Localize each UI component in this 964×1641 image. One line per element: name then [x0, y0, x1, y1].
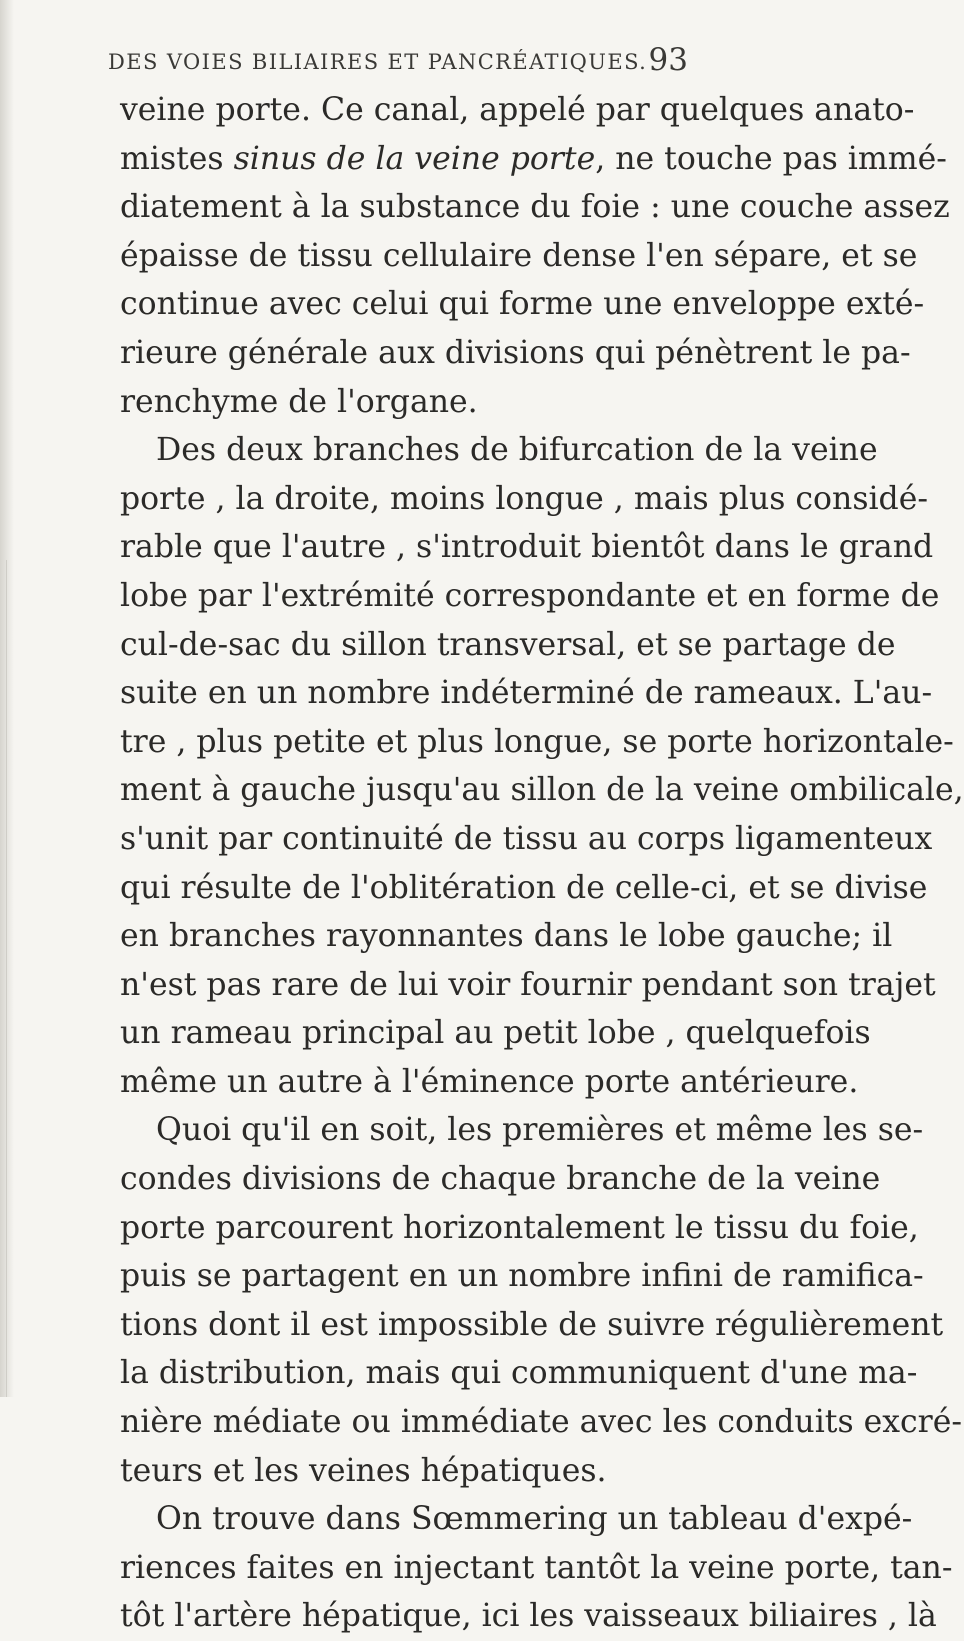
text-line: diatement à la substance du foie : une couche assez: [120, 189, 950, 226]
text-line: un rameau principal au petit lobe , quelquefois: [120, 1015, 871, 1052]
body-text: [120, 86, 964, 1641]
text-line: Quoi qu'il en soit, les premières et même les se-: [156, 1112, 924, 1149]
text-line: lobe par l'extrémité correspondante et en forme de: [120, 577, 940, 614]
text-line: continue avec celui qui forme une enveloppe exté-: [120, 286, 925, 323]
text-line: porte , la droite, moins longue , mais plus considé-: [120, 480, 929, 517]
text-line: qui résulte de l'oblitération de celle-ci, et se divise: [120, 869, 928, 906]
text-line: s'unit par continuité de tissu au corps ligamenteux: [120, 820, 933, 857]
text-line: n'est pas rare de lui voir fournir pendant son trajet: [120, 966, 936, 1003]
text-line: veine porte. Ce canal, appelé par quelques anato-: [120, 92, 915, 128]
binding-edge-line: [6, 560, 7, 1397]
text-line: puis se partagent en un nombre infini de ramifica-: [120, 1258, 924, 1295]
running-head: DES VOIES BILIAIRES ET PANCRÉATIQUES.: [108, 50, 648, 74]
text-line: riences faites en injectant tantôt la veine porte, tan-: [120, 1549, 953, 1586]
text-line: en branches rayonnantes dans le lobe gauche; il: [120, 918, 893, 955]
text-line: ment à gauche jusqu'au sillon de la veine ombilicale,: [120, 772, 964, 809]
italic-term: sinus de la veine porte: [233, 140, 596, 177]
binding-shadow: [0, 0, 14, 1397]
text-line: tions dont il est impossible de suivre régulièrement: [120, 1306, 944, 1343]
text-line: la distribution, mais qui communiquent d'une ma-: [120, 1355, 918, 1392]
text-line: teurs et les veines hépatiques.: [120, 1452, 607, 1489]
text-line: tôt l'artère hépatique, ici les vaisseaux biliaires , là: [120, 1598, 937, 1635]
page-number: 93: [648, 42, 688, 78]
text-line: condes divisions de chaque branche de la veine: [120, 1161, 881, 1198]
text-line: suite en un nombre indéterminé de rameaux. L'au-: [120, 675, 933, 712]
text-line: renchyme de l'organe.: [120, 383, 478, 420]
text-line: épaisse de tissu cellulaire dense l'en sépare, et se: [120, 237, 918, 274]
text-line: rable que l'autre , s'introduit bientôt dans le grand: [120, 529, 934, 566]
text-line: porte parcourent horizontalement le tissu du foie,: [120, 1209, 919, 1246]
text-line: On trouve dans Sœmmering un tableau d'expé-: [156, 1501, 913, 1538]
text-line: tre , plus petite et plus longue, se porte horizontale-: [120, 723, 954, 760]
text-line: même un autre à l'éminence porte antérieure.: [120, 1063, 859, 1100]
text-line: mistes sinus de la veine porte, ne touche pas immé-: [120, 140, 947, 177]
text-line: nière médiate ou immédiate avec les conduits excré-: [120, 1404, 963, 1441]
text-line: rieure générale aux divisions qui pénètrent le pa-: [120, 334, 911, 371]
page-header: [108, 42, 688, 86]
text-line: Des deux branches de bifurcation de la veine: [156, 432, 878, 469]
text-line: cul-de-sac du sillon transversal, et se partage de: [120, 626, 896, 663]
